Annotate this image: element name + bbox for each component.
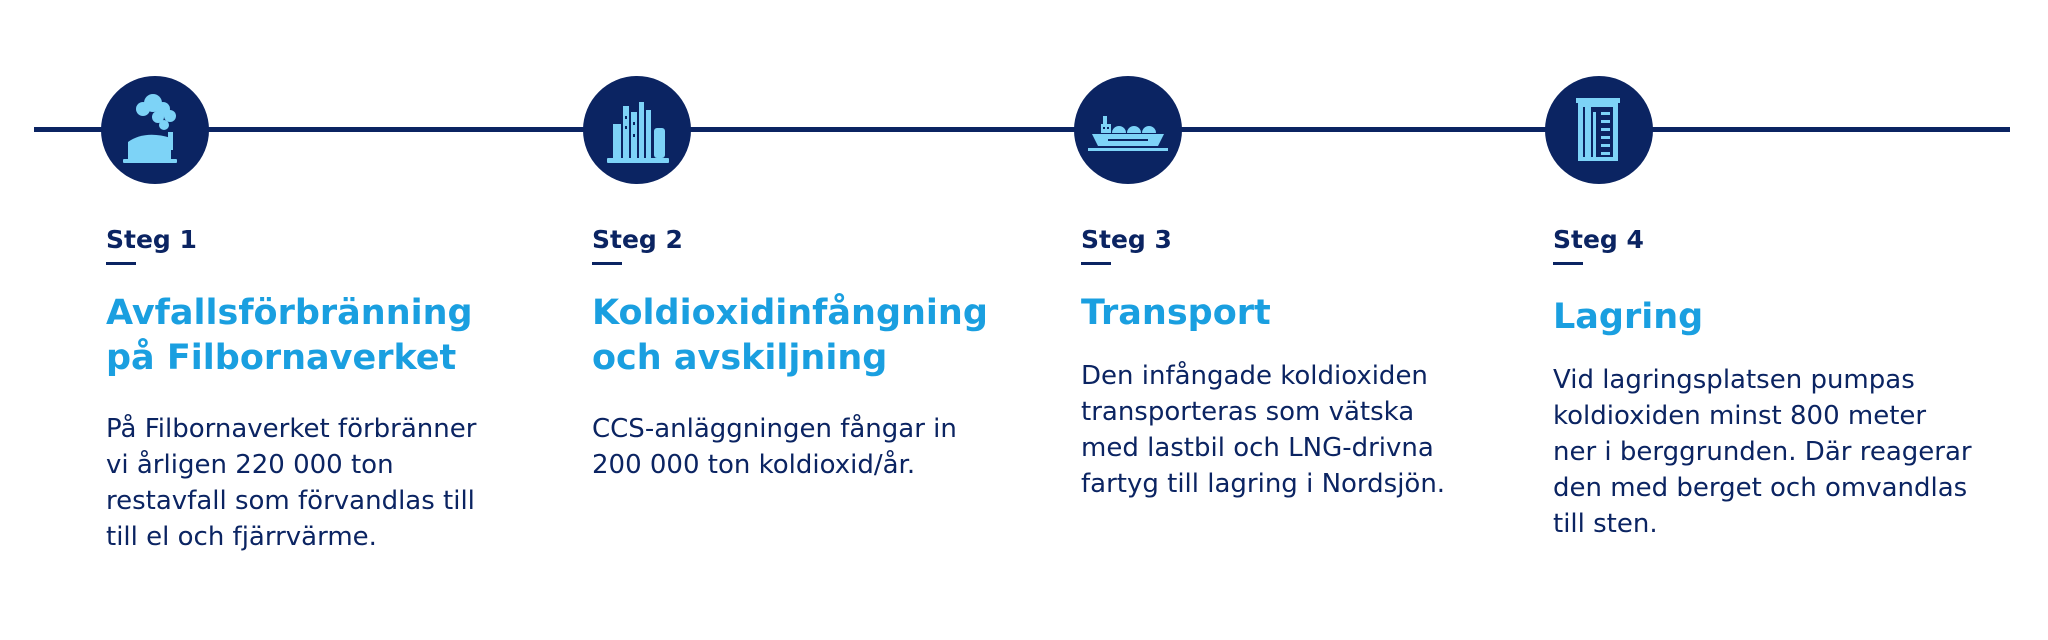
refinery-icon xyxy=(583,76,691,184)
step-desc-line: fartyg till lagring i Nordsjön. xyxy=(1081,469,1446,499)
step-description xyxy=(1081,358,1541,502)
step-label-underline xyxy=(1081,262,1111,265)
step-label: Steg 1 xyxy=(106,225,197,254)
timeline-line xyxy=(34,127,2010,132)
step-desc-line: Den infångade koldioxiden xyxy=(1081,361,1428,391)
step-desc-line: 200 000 ton koldioxid/år. xyxy=(592,450,916,480)
step-label: Steg 3 xyxy=(1081,225,1172,254)
step-title-line: Koldioxidinfångning xyxy=(592,293,988,333)
storage-tank-icon xyxy=(1545,76,1653,184)
step-3 xyxy=(1081,224,1541,502)
step-desc-line: till el och fjärrvärme. xyxy=(106,522,377,552)
step-title xyxy=(106,291,566,381)
step-description xyxy=(1553,362,2013,542)
step-4 xyxy=(1553,224,2013,542)
step-title-line: Avfallsförbränning xyxy=(106,293,473,333)
step-desc-line: restavfall som förvandlas till xyxy=(106,486,475,516)
step-desc-line: transporteras som vätska xyxy=(1081,397,1415,427)
step-title xyxy=(1081,291,1541,336)
ship-icon xyxy=(1074,76,1182,184)
step-desc-line: ner i berggrunden. Där reagerar xyxy=(1553,437,1972,467)
step-desc-line: Vid lagringsplatsen pumpas xyxy=(1553,365,1915,395)
step-title-line: på Filbornaverket xyxy=(106,338,457,378)
step-label-underline xyxy=(106,262,136,265)
step-desc-line: CCS-anläggningen fångar in xyxy=(592,414,957,444)
step-title-line: Transport xyxy=(1081,293,1271,333)
step-desc-line: med lastbil och LNG-drivna xyxy=(1081,433,1434,463)
step-desc-line: den med berget och omvandlas xyxy=(1553,473,1968,503)
step-title xyxy=(592,291,1052,381)
step-label-underline xyxy=(592,262,622,265)
step-3-icon-circle xyxy=(1074,76,1182,184)
step-1-icon-circle xyxy=(101,76,209,184)
step-desc-line: koldioxiden minst 800 meter xyxy=(1553,401,1927,431)
step-label: Steg 2 xyxy=(592,225,683,254)
step-2 xyxy=(592,224,1052,483)
factory-icon xyxy=(101,76,209,184)
step-description xyxy=(106,411,566,555)
step-label-underline xyxy=(1553,262,1583,265)
step-1 xyxy=(106,224,566,555)
step-description xyxy=(592,411,1052,483)
step-title-line: Lagring xyxy=(1553,297,1704,337)
step-desc-line: På Filbornaverket förbränner xyxy=(106,414,477,444)
step-label: Steg 4 xyxy=(1553,225,1644,254)
step-4-icon-circle xyxy=(1545,76,1653,184)
step-title xyxy=(1553,295,2013,340)
step-title-line: och avskiljning xyxy=(592,338,888,378)
step-desc-line: till sten. xyxy=(1553,509,1658,539)
step-2-icon-circle xyxy=(583,76,691,184)
step-desc-line: vi årligen 220 000 ton xyxy=(106,450,394,480)
